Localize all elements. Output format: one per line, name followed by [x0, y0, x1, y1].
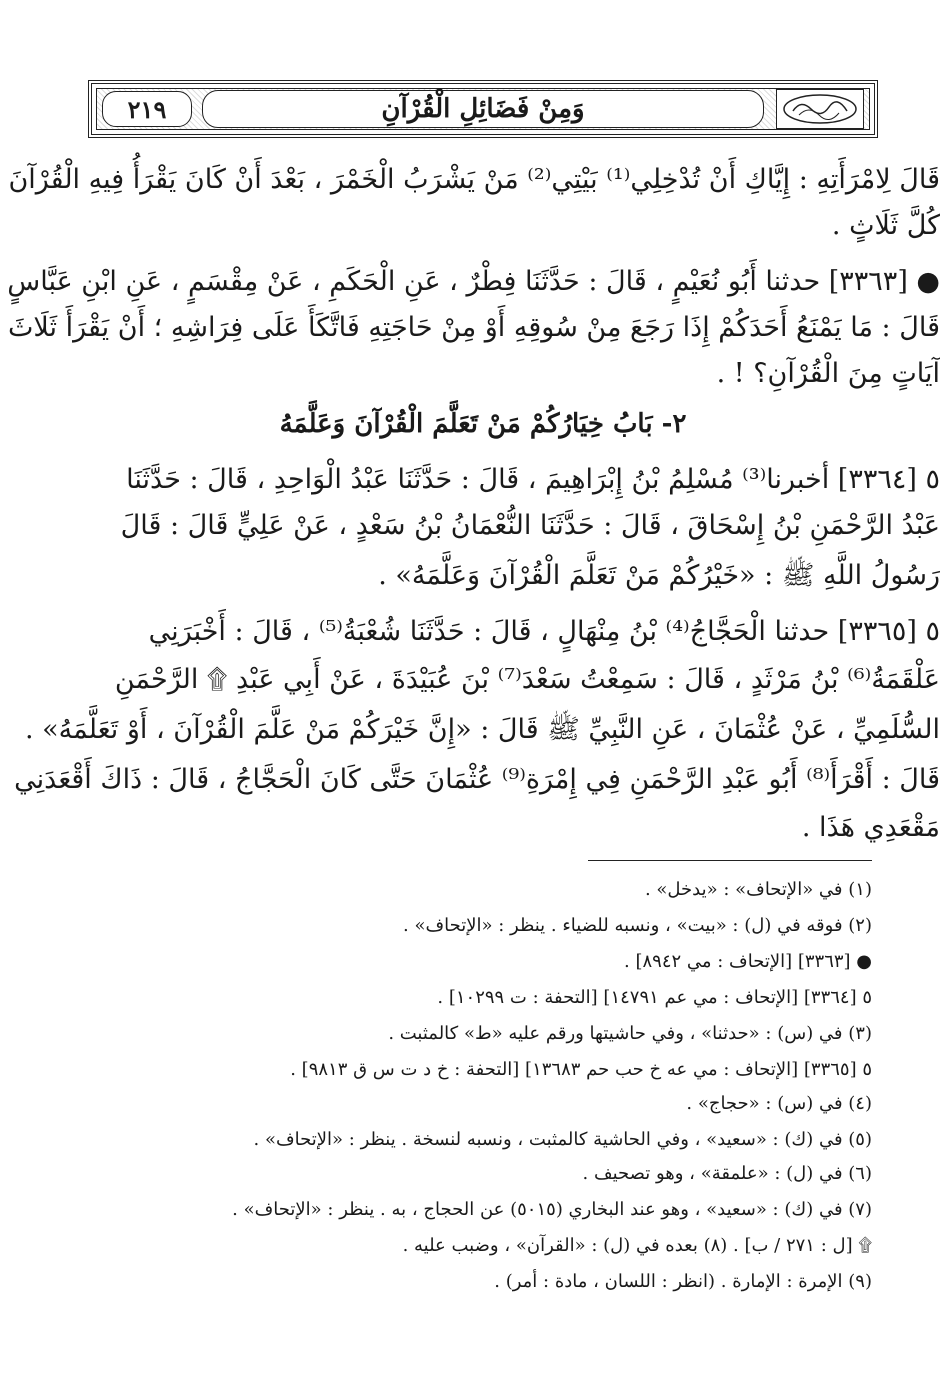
footnote: ۩ [ل : ٢٧١ / ب] . (٨) بعده في (ل) : «القرآن» ، وضبب عليه . [402, 1235, 872, 1256]
section-heading: ٢- بَابُ خِيَارُكُمْ مَنْ تَعَلَّمَ الْقُرْآنَ وَعَلَّمَهُ [279, 409, 687, 439]
seal-icon [776, 89, 864, 129]
footnote: (٢) فوقه في (ل) : «بيت» ، ونسبه للضياء . ينظر : «الإتحاف» . [403, 915, 872, 936]
footnote: (٤) في (س) : «حجاج» . [686, 1093, 872, 1114]
text-line: عَبْدُ الرَّحْمَنِ بْنُ إِسْحَاقَ ، قَالَ : حَدَّثَنَا النُّعْمَانُ بْنُ سَعْدٍ ، عَنْ عَلِيٍّ قَالَ : قَالَ [120, 510, 940, 541]
footnote: ● [٣٣٦٣] [الإتحاف : مي ٨٩٤٢] . [624, 951, 872, 972]
hadith-3363-line: ● [٣٣٦٣] حدثنا أَبُو نُعَيْمٍ ، قَالَ : حَدَّثَنَا فِطْرٌ ، عَنِ الْحَكَمِ ، عَنْ مِقْسَمٍ ، عَنِ ابْنِ عَبَّاسٍ [7, 266, 940, 297]
text-line: كُلَّ ثَلَاثٍ . [831, 210, 940, 241]
footnote: ٥ [٣٣٦٤] [الإتحاف : مي عم ١٤٧٩١] [التحفة : ت ١٠٢٩٩] . [437, 987, 872, 1008]
page-number: ٢١٩ [102, 91, 192, 127]
text-line: عَلْقَمَةُ⁽⁶⁾ بْنُ مَرْثَدٍ ، قَالَ : سَمِعْتُ سَعْدَ⁽⁷⁾ بْنَ عُبَيْدَةَ ، عَنْ أَبِي عَبْدِ ۩ الرَّحْمَنِ [114, 664, 940, 695]
text-line: رَسُولُ اللَّهِ ﷺ : «خَيْرُكُمْ مَنْ تَعَلَّمَ الْقُرْآنَ وَعَلَّمَهُ» . [378, 560, 940, 591]
page-header [88, 80, 878, 138]
text-line: قَالَ : أَقْرَأَ⁽⁸⁾ أَبُو عَبْدِ الرَّحْمَنِ فِي إِمْرَةِ⁽⁹⁾ عُثْمَانَ حَتَّى كَانَ الْحَجَّاجُ ، قَالَ : ذَاكَ أَقْعَدَنِي [14, 764, 940, 795]
footnote: (٣) في (س) : «حدثنا» ، وفي حاشيتها ورقم عليه «ط» كالمثبت . [388, 1023, 872, 1044]
text-line: السُّلَمِيِّ ، عَنْ عُثْمَانَ ، عَنِ النَّبِيِّ ﷺ قَالَ : «إِنَّ خَيْرَكُمْ مَنْ عَلَّمَ الْقُرْآنَ ، أَوْ تَعَلَّمَهُ» . [25, 714, 940, 745]
text-line: مَقْعَدِي هَذَا . [801, 812, 940, 843]
footnote-divider [588, 860, 872, 861]
footnote: (١) في «الإتحاف» : «يدخل» . [644, 879, 872, 900]
hadith-3365-line: ٥ [٣٣٦٥] حدثنا الْحَجَّاجُ⁽⁴⁾ بْنُ مِنْهَالٍ ، قَالَ : حَدَّثَنَا شُعْبَةُ⁽⁵⁾ ، قَالَ : أَخْبَرَنِي [148, 616, 940, 647]
text-line: قَالَ لِامْرَأَتِهِ : إِيَّاكِ أَنْ تُدْخِلِي⁽¹⁾ بَيْتِي⁽²⁾ مَنْ يَشْرَبُ الْخَمْرَ ، بَعْدَ أَنْ كَانَ يَقْرَأُ فِيهِ الْقُرْآنَ [8, 164, 940, 195]
text-line: قَالَ : مَا يَمْنَعُ أَحَدَكُمْ إِذَا رَجَعَ مِنْ سُوقِهِ أَوْ مِنْ حَاجَتِهِ فَاتَّكَأَ عَلَى فِرَاشِهِ ؛ أَنْ يَقْرَأَ ثَلَاثَ [7, 312, 940, 343]
footnote: (٩) الإمرة : الإمارة . (انظر : اللسان ، مادة : أمر) . [494, 1271, 872, 1292]
footnote: ٥ [٣٣٦٥] [الإتحاف : مي عه خ حب حم ١٣٦٨٣] [التحفة : خ د ت س ق ٩٨١٣] . [290, 1059, 872, 1080]
hadith-3364-line: ٥ [٣٣٦٤] أخبرنا⁽³⁾ مُسْلِمُ بْنُ إِبْرَاهِيمَ ، قَالَ : حَدَّثَنَا عَبْدُ الْوَاحِدِ ، قَالَ : حَدَّثَنَا [126, 464, 940, 495]
footnote: (٦) في (ل) : «علمقة» ، وهو تصحيف . [582, 1163, 872, 1184]
text-line: آيَاتٍ مِنَ الْقُرْآنِ؟ ! . [716, 358, 940, 389]
footnote: (٧) في (ك) : «سعيد» ، وهو عند البخاري (٥٠١٥) عن الحجاج ، به . ينظر : «الإتحاف» . [232, 1199, 872, 1220]
footnote: (٥) في (ك) : «سعيد» ، وفي الحاشية كالمثبت ، ونسبه لنسخة . ينظر : «الإتحاف» . [253, 1129, 872, 1150]
header-title-band [202, 90, 764, 128]
chapter-title: وَمِنْ فَضَائِلِ الْقُرْآنِ [381, 94, 585, 124]
